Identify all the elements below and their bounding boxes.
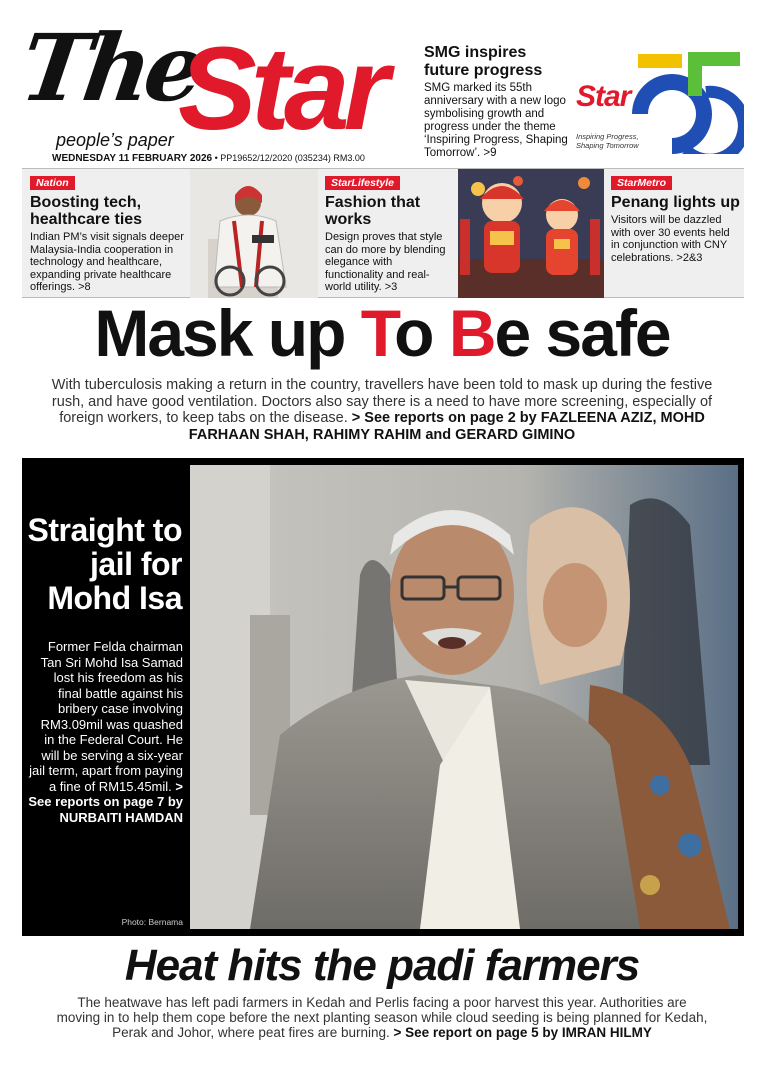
dateline	[52, 153, 365, 164]
second-deck: The heatwave has left padi farmers in Kedah and Perlis facing a poor harvest this year. Authorities are moving in to help them cope before the next planting season while cloud seeding is being planned for Kedah, Perak and Johor, where peat fires are burning. > See report on page 5 by IMRAN HILMY	[56, 995, 708, 1040]
teaser-metro[interactable]	[611, 169, 741, 298]
lead-deck: With tuberculosis making a return in the country, travellers have been told to mask up during the festive rush, and have good ventilation. Doctors also say there is a need to have more screening, especially of foreign workers, to keep tabs on the disease. > See reports on page 2 by FAZLEENA AZIZ, MOHD FARHAAN SHAH, RAHIMY RAHIM and GERARD GIMINO	[51, 377, 713, 443]
headline-red-b: B	[448, 296, 495, 370]
star55-tagline: Inspiring Progress, Shaping Tomorrow	[576, 132, 639, 150]
smg-promo-title: SMG inspires future progress	[424, 44, 543, 79]
section-tag-nation: Nation	[30, 176, 75, 190]
teaser-lifestyle[interactable]	[325, 169, 451, 298]
logo-star: Star	[178, 23, 384, 155]
section-tag-metro: StarMetro	[611, 176, 672, 190]
section-tag-lifestyle: StarLifestyle	[325, 176, 400, 190]
masthead-tagline: people’s paper	[56, 130, 174, 150]
feature-photo	[190, 465, 738, 929]
masthead	[0, 0, 764, 168]
permit-price: • PP19652/12/2020 (035234) RM3.00	[212, 153, 365, 163]
feature-body: Former Felda chairman Tan Sri Mohd Isa Samad lost his freedom as his final battle against his bribery case involving RM3.09mil was quashed in the Federal Court. He will be serving a six-year jail term, apart from paying a fine of RM15.45mil. > See reports on page 7 by NURBAITI HAMDAN	[28, 639, 183, 825]
teaser-body: Visitors will be dazzled with over 30 events held in conjunction with CNY celebrations. >2&3	[611, 214, 730, 264]
teaser-photo-cny	[458, 169, 604, 298]
second-reference[interactable]: > See report on page 5 by IMRAN HILMY	[389, 1025, 652, 1040]
feature-headline[interactable]: Straight to jail for Mohd Isa	[27, 512, 182, 616]
star55-logo	[576, 48, 744, 154]
feature-block	[22, 458, 744, 936]
headline-red-t: T	[360, 296, 395, 370]
second-headline[interactable]: Heat hits the padi farmers	[124, 941, 640, 990]
teaser-strip	[22, 168, 744, 298]
star55-word: Star	[576, 80, 631, 113]
logo-the: The	[14, 14, 206, 122]
teaser-body: Design proves that style can do more by blending elegance with functionality and real-world utility. >3	[325, 231, 446, 293]
teaser-headline: Boosting tech, healthcare ties	[30, 194, 143, 228]
smg-promo-body: SMG marked its 55th anniversary with a new logo symbolising growth and progress under the theme ‘Inspiring Progress, Shaping Tomorrow’. >9	[424, 82, 568, 159]
teaser-photo-fashion	[190, 169, 318, 298]
smg-promo[interactable]	[424, 44, 569, 160]
photo-credit: Photo: Bernama	[121, 917, 183, 927]
teaser-body: Indian PM’s visit signals deeper Malaysia-India cooperation in technology and healthcare, expanding private healthcare offerings. >8	[30, 231, 184, 293]
issue-date: WEDNESDAY 11 FEBRUARY 2026	[52, 153, 213, 164]
feature-reference[interactable]: > See reports on page 7 by NURBAITI HAMDAN	[28, 778, 183, 825]
teaser-headline: Penang lights up	[611, 194, 740, 211]
lead-headline[interactable]: Mask up To Be safe	[94, 296, 670, 370]
teaser-headline: Fashion that works	[325, 194, 421, 228]
lead-reference[interactable]: > See reports on page 2 by FAZLEENA AZIZ, MOHD FARHAAN SHAH, RAHIMY RAHIM and GERARD GIMINO	[188, 410, 705, 443]
teaser-nation[interactable]	[30, 169, 190, 298]
